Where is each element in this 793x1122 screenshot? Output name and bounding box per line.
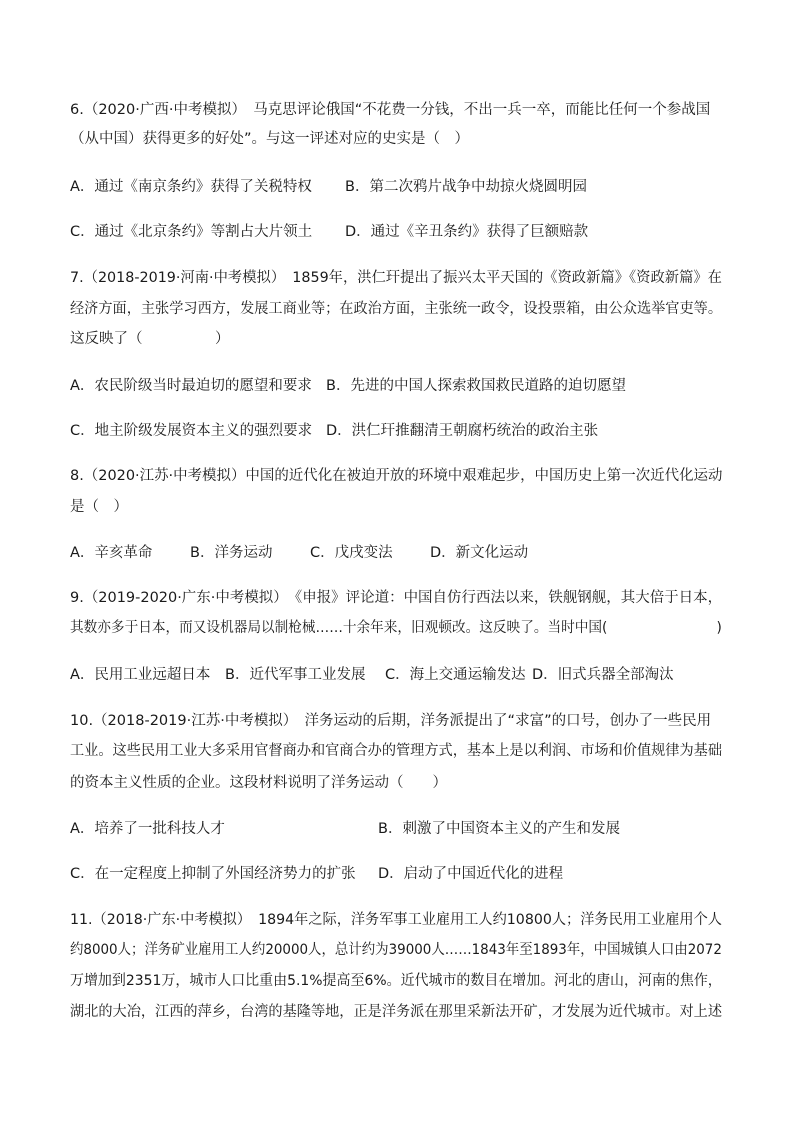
option-a: A．农民阶级当时最迫切的愿望和要求 <box>70 378 312 394</box>
option-a: A．通过《南京条约》获得了关税特权 <box>70 179 312 195</box>
option-a: A．民用工业远超日本 <box>70 667 211 683</box>
option-b: B．洋务运动 <box>190 545 273 561</box>
option-c: C．通过《北京条约》等割占大片领土 <box>70 224 313 240</box>
question-text-line: 9.（2019-2020·广东·中考模拟） 《申报》评论道：中国自仿行西法以来，铁舰钢舰，其大倍于日本， <box>70 590 723 606</box>
option-d: D．旧式兵器全部淘汰 <box>532 667 674 683</box>
question-text-line: 工业。这些民用工业大多采用官督商办和官商合办的管理方式，基本上是以利润、市场和价值规律为基础 <box>70 743 722 759</box>
option-d: D．启动了中国近代化的进程 <box>378 866 564 882</box>
option-a: A．辛亥革命 <box>70 545 153 561</box>
question-text-line: 经济方面，主张学习西方，发展工商业等；在政治方面，主张统一政令，设投票箱，由公众选举官吏等。 <box>70 301 722 317</box>
question-text-line: 11.（2018·广东·中考模拟） 1894年之际，洋务军事工业雇用工人约10800人；洋务民用工业雇用个人 <box>70 912 722 928</box>
option-c: C．海上交通运输发达 <box>385 667 526 683</box>
question-text-line: 是（ ） <box>70 499 128 515</box>
option-b: B．先进的中国人探索救国救民道路的迫切愿望 <box>326 378 626 394</box>
question-text-line: 其数亦多于日本，而又设机器局以制枪械……十余年来，旧观顿改。这反映了。当时中国( ) <box>70 620 722 636</box>
question-text-line: 约8000人；洋务矿业雇用工人约20000人，总计约为39000人……1843年至1893年，中国城镇人口由2072 <box>70 942 722 958</box>
option-a: A．培养了一批科技人才 <box>70 821 225 837</box>
question-text-line: 万增加到2351万，城市人口比重由5.1%提高至6%。近代城市的数目在增加。河北的唐山，河南的焦作， <box>70 973 722 989</box>
option-c: C．在一定程度上抑制了外国经济势力的扩张 <box>70 866 356 882</box>
option-b: B．第二次鸦片战争中劫掠火烧圆明园 <box>345 179 587 195</box>
option-b: B．刺激了中国资本主义的产生和发展 <box>378 821 620 837</box>
question-text-line: 10.（2018-2019·江苏·中考模拟） 洋务运动的后期，洋务派提出了“求富”的口号，创办了一些民用 <box>70 713 712 729</box>
option-c: C．地主阶级发展资本主义的强烈要求 <box>70 423 313 439</box>
question-text-line: 的资本主义性质的企业。这段材料说明了洋务运动（ ） <box>70 775 447 791</box>
question-text-line: 6.（2020·广西·中考模拟） 马克思评论俄国“不花费一分钱，不出一兵一卒，而能比任何一个参战国 <box>70 102 711 118</box>
question-text-line: 湖北的大冶，江西的萍乡，台湾的基隆等地，正是洋务派在那里采新法开矿，才发展为近代城市。对上述 <box>70 1004 722 1020</box>
option-b: B．近代军事工业发展 <box>225 667 366 683</box>
option-d: D．通过《辛丑条约》获得了巨额赔款 <box>345 224 589 240</box>
option-d: D．新文化运动 <box>430 545 529 561</box>
question-text-line: 8.（2020·江苏·中考模拟）中国的近代化在被迫开放的环境中艰难起步，中国历史上第一次近代化运动 <box>70 468 723 484</box>
question-text-line: 这反映了（ ） <box>70 331 230 347</box>
question-text-line: 7.（2018-2019·河南·中考模拟） 1859年，洪仁玕提出了振兴太平天国的《资政新篇》《资政新篇》在 <box>70 270 722 286</box>
option-c: C．戊戌变法 <box>310 545 393 561</box>
question-text-line: （从中国）获得更多的好处”。与这一评述对应的史实是（ ） <box>70 131 470 147</box>
option-d: D．洪仁玕推翻清王朝腐朽统治的政治主张 <box>326 423 599 439</box>
